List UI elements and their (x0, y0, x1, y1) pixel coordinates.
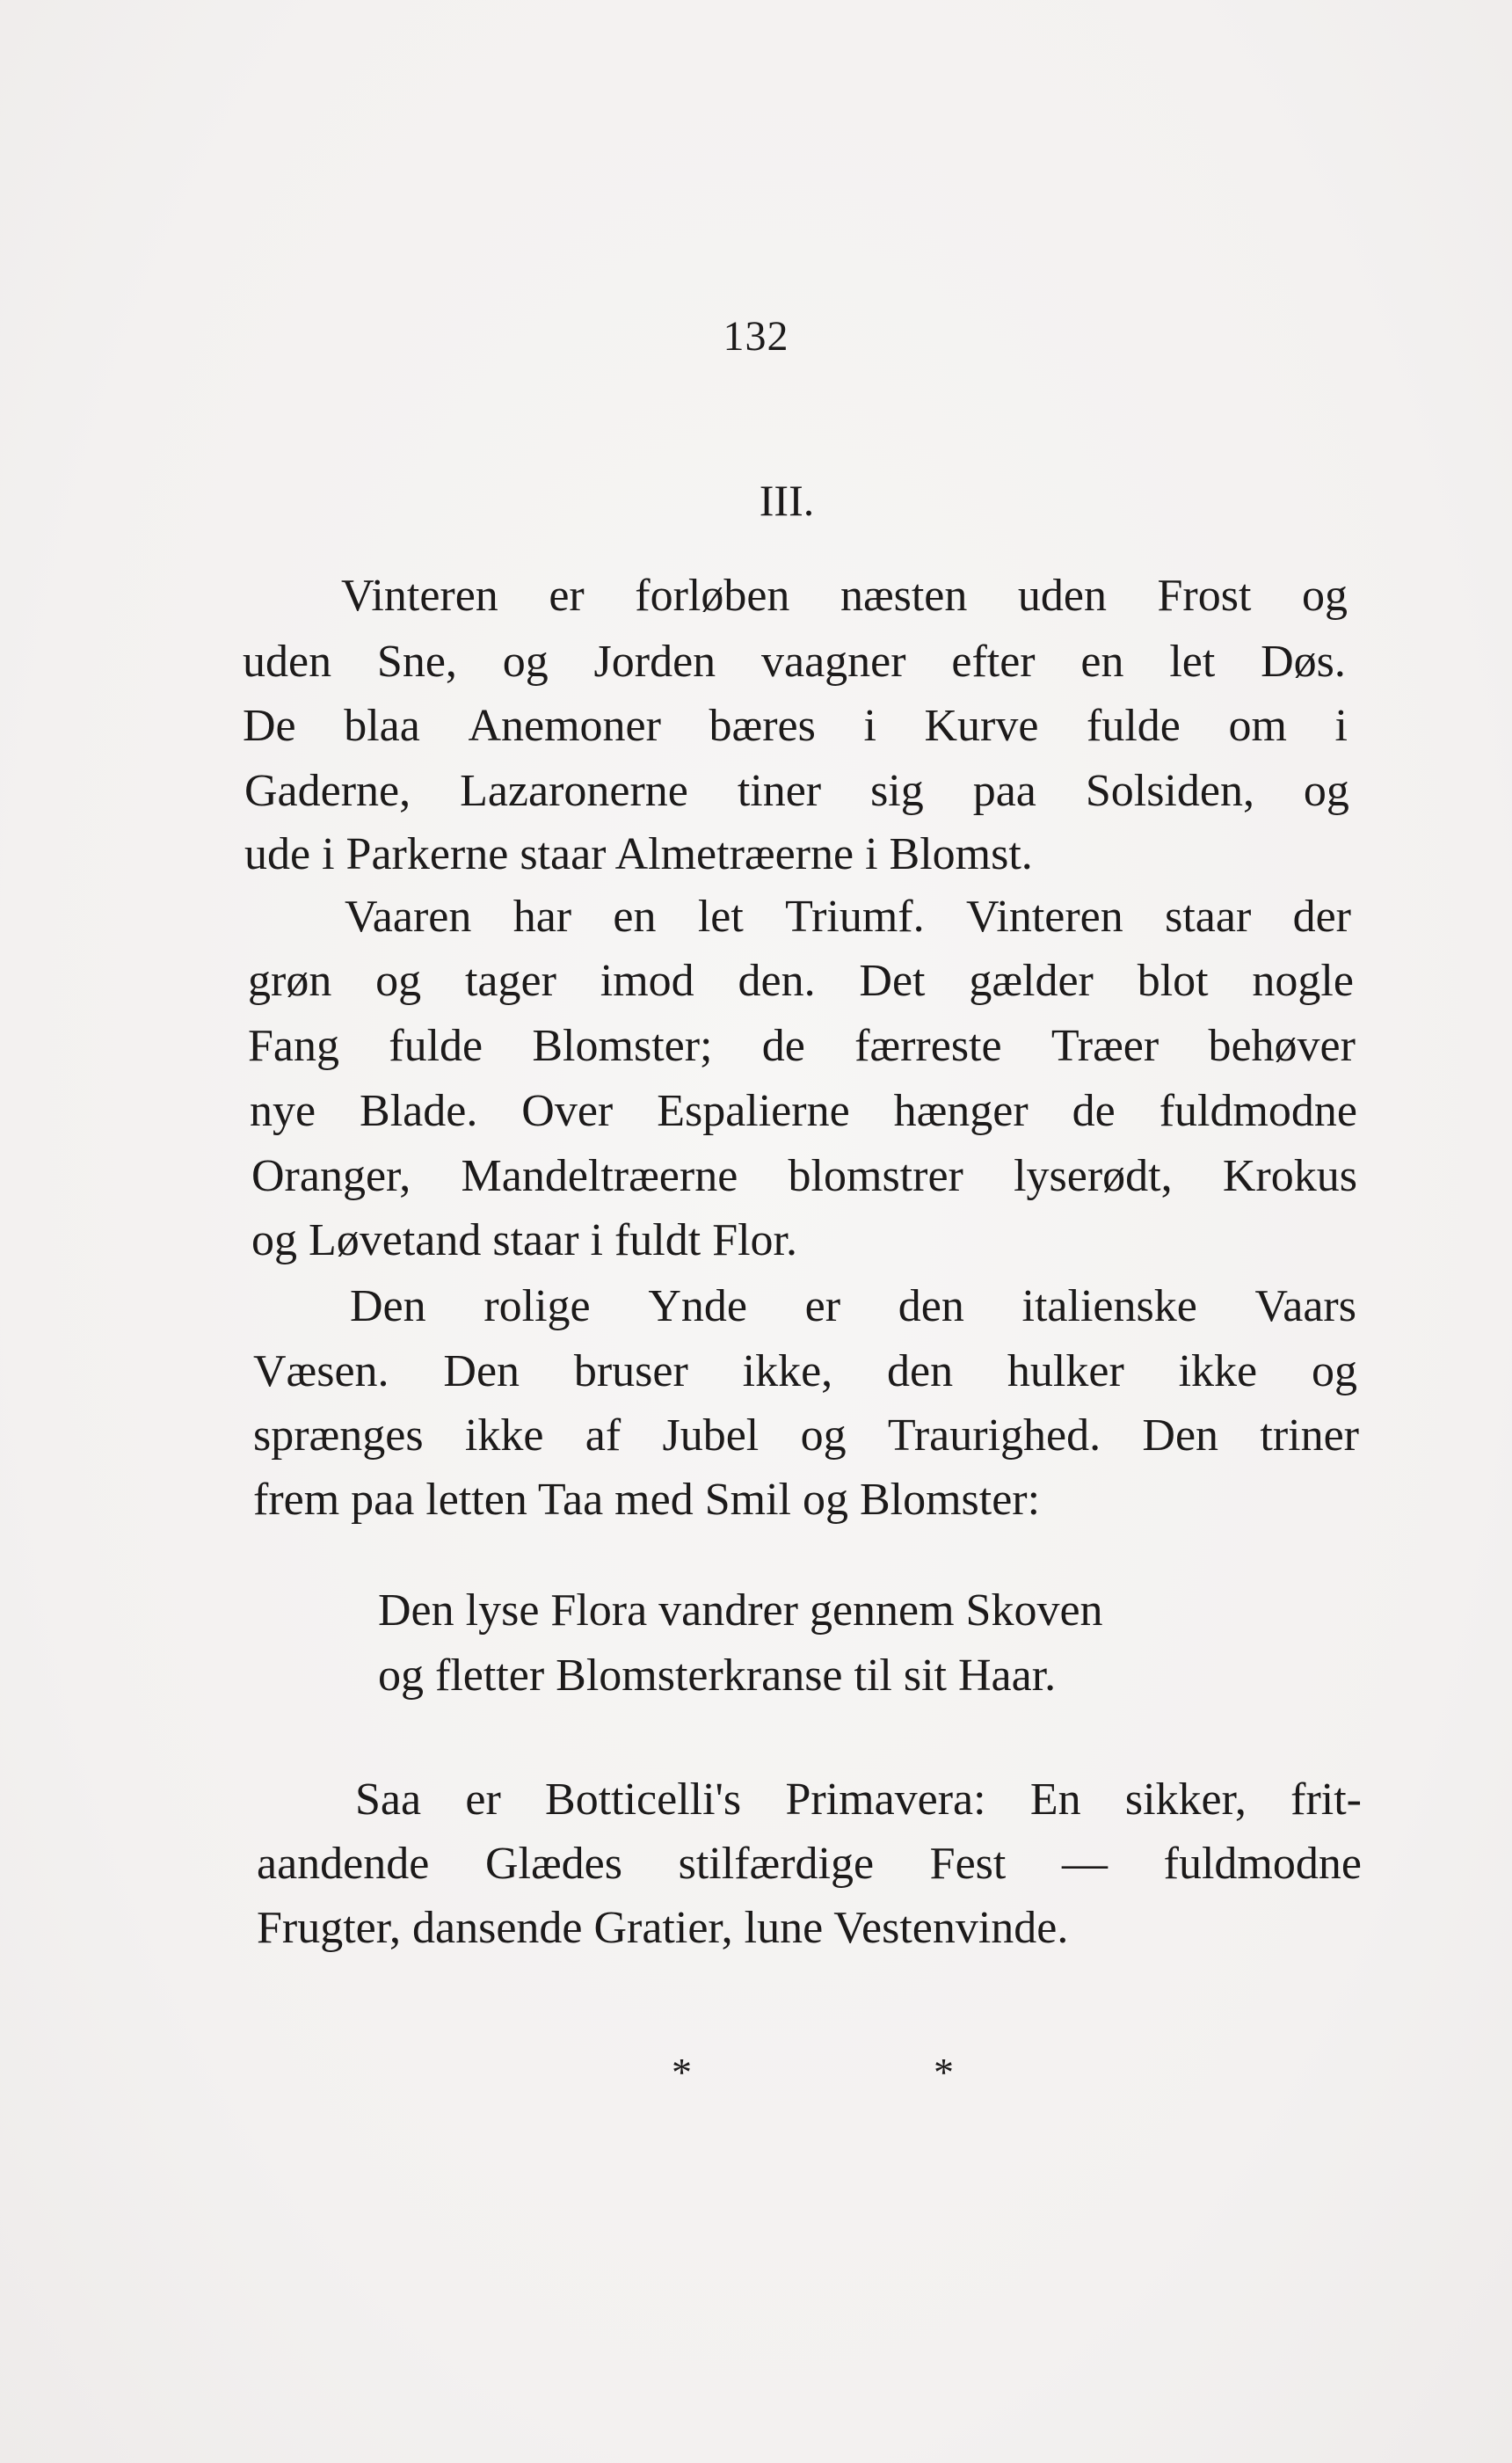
word: Fang (248, 1021, 339, 1071)
word: Jubel (662, 1410, 760, 1461)
word: behøver (1208, 1021, 1356, 1071)
word: efter (951, 637, 1036, 687)
paragraph-line (244, 765, 1349, 818)
word: De (243, 701, 296, 751)
word: og (800, 1410, 847, 1461)
word: Fest (929, 1839, 1007, 1889)
word: sikker, (1124, 1774, 1247, 1825)
word: Kurve (924, 701, 1039, 751)
word: Mandeltræerne (461, 1151, 738, 1201)
paragraph-line (248, 1020, 1356, 1073)
word: fulde (389, 1021, 483, 1071)
word: Væsen. (253, 1346, 389, 1396)
word: vaagner (760, 637, 906, 687)
word: frit- (1290, 1774, 1362, 1825)
word: hænger (893, 1086, 1029, 1136)
paragraph-line (248, 955, 1354, 1008)
word: Døs. (1261, 637, 1346, 687)
word: stilfærdige (678, 1839, 875, 1889)
word: i (1334, 701, 1348, 751)
word: triner (1260, 1410, 1359, 1461)
word: Over (521, 1086, 614, 1136)
word: Vinteren (965, 892, 1123, 942)
word: tiner (737, 766, 822, 816)
word: og (502, 637, 549, 687)
word: den (887, 1346, 954, 1396)
paragraph-line (243, 700, 1348, 753)
word: nye (250, 1086, 316, 1136)
word: en (613, 892, 657, 942)
word: Oranger, (251, 1151, 411, 1201)
chapter-heading: III. (759, 476, 815, 525)
word: Vaars (1254, 1281, 1356, 1331)
word: forløben (635, 571, 790, 621)
word: Den (443, 1346, 520, 1396)
paragraph-line (350, 1280, 1356, 1333)
word: næsten (840, 571, 968, 621)
word: rolige (483, 1281, 591, 1331)
word: gælder (969, 956, 1094, 1006)
word: ikke (464, 1410, 544, 1461)
paragraph-line (355, 1774, 1362, 1826)
paragraph-line (253, 1345, 1357, 1398)
word: er (804, 1281, 841, 1331)
word: Anemoner (468, 701, 661, 751)
paragraph-line (345, 891, 1351, 944)
word: sig (870, 766, 924, 816)
word: Lazaronerne (460, 766, 688, 816)
word: imod (600, 956, 694, 1006)
word: Saa (355, 1774, 422, 1825)
word: blaa (344, 701, 420, 751)
word: færreste (854, 1021, 1002, 1071)
paragraph-line (251, 1150, 1357, 1203)
word: Den (1142, 1410, 1219, 1461)
word: tager (464, 956, 556, 1006)
word: er (465, 1774, 501, 1825)
word: den. (738, 956, 816, 1006)
word: Vaaren (345, 892, 472, 942)
word: blomstrer (788, 1151, 963, 1201)
word: en (1080, 637, 1124, 687)
paragraph-line (257, 1838, 1362, 1891)
paragraph-line: frem paa letten Taa med Smil og Blomster: (253, 1475, 1041, 1525)
word: — (1062, 1839, 1108, 1889)
word: En (1029, 1774, 1081, 1825)
word: Krokus (1222, 1151, 1357, 1201)
word: bruser (573, 1346, 688, 1396)
word: sprænges (253, 1410, 424, 1461)
paragraph-line (243, 636, 1346, 689)
paragraph-line (250, 1085, 1357, 1138)
word: Solsiden, (1085, 766, 1254, 816)
word: Traurighed. (887, 1410, 1101, 1461)
word: Træer (1050, 1021, 1159, 1071)
word: Jorden (593, 637, 716, 687)
word: bæres (709, 701, 816, 751)
word: uden (1017, 571, 1107, 621)
word: italienske (1021, 1281, 1197, 1331)
verse-line: og fletter Blomsterkranse til sit Haar. (378, 1651, 1057, 1701)
word: staar (1165, 892, 1252, 942)
word: og (375, 956, 422, 1006)
word: Glædes (484, 1839, 622, 1889)
word: Det (859, 956, 926, 1006)
word: af (585, 1410, 622, 1461)
word: Triumf. (785, 892, 925, 942)
verse-line: Den lyse Flora vandrer gennem Skoven (378, 1585, 1103, 1636)
word: let (697, 892, 744, 942)
word: Blomster; (532, 1021, 713, 1071)
word: Primavera: (785, 1774, 986, 1825)
page-number: 132 (723, 313, 789, 360)
word: Blade. (360, 1086, 478, 1136)
word: Espalierne (657, 1086, 850, 1136)
word: Gaderne, (244, 766, 411, 816)
word: fuldmodne (1159, 1086, 1357, 1136)
word: aandende (257, 1839, 430, 1889)
word: lyserødt, (1014, 1151, 1173, 1201)
word: paa (972, 766, 1036, 816)
word: den (898, 1281, 964, 1331)
word: nogle (1252, 956, 1354, 1006)
word: ikke (1178, 1346, 1258, 1396)
paragraph-line: Frugter, dansende Gratier, lune Vestenvinde. (257, 1903, 1069, 1953)
word: Sne, (376, 637, 457, 687)
word: blot (1137, 956, 1209, 1006)
word: de (761, 1021, 805, 1071)
section-break-star-left: * (672, 2050, 692, 2095)
word: Frost (1157, 571, 1252, 621)
word: har (512, 892, 572, 942)
paragraph-line: ude i Parkerne staar Almetræerne i Blomst. (244, 829, 1033, 879)
word: hulker (1007, 1346, 1124, 1396)
word: fulde (1087, 701, 1181, 751)
word: og (1303, 766, 1349, 816)
word: let (1169, 637, 1216, 687)
word: og (1301, 571, 1348, 621)
paragraph-line (341, 570, 1348, 623)
word: i (863, 701, 876, 751)
word: og (1311, 1346, 1357, 1396)
word: Den (350, 1281, 426, 1331)
word: ikke, (742, 1346, 833, 1396)
word: grøn (248, 956, 332, 1006)
word: de (1072, 1086, 1116, 1136)
word: er (549, 571, 585, 621)
word: uden (243, 637, 332, 687)
word: om (1228, 701, 1287, 751)
paragraph-line (253, 1410, 1359, 1462)
word: Ynde (648, 1281, 747, 1331)
word: Vinteren (341, 571, 498, 621)
word: Botticelli's (545, 1774, 742, 1825)
paragraph-line: og Løvetand staar i fuldt Flor. (251, 1215, 798, 1265)
word: fuldmodne (1163, 1839, 1362, 1889)
word: der (1292, 892, 1351, 942)
section-break-star-right: * (934, 2050, 954, 2095)
